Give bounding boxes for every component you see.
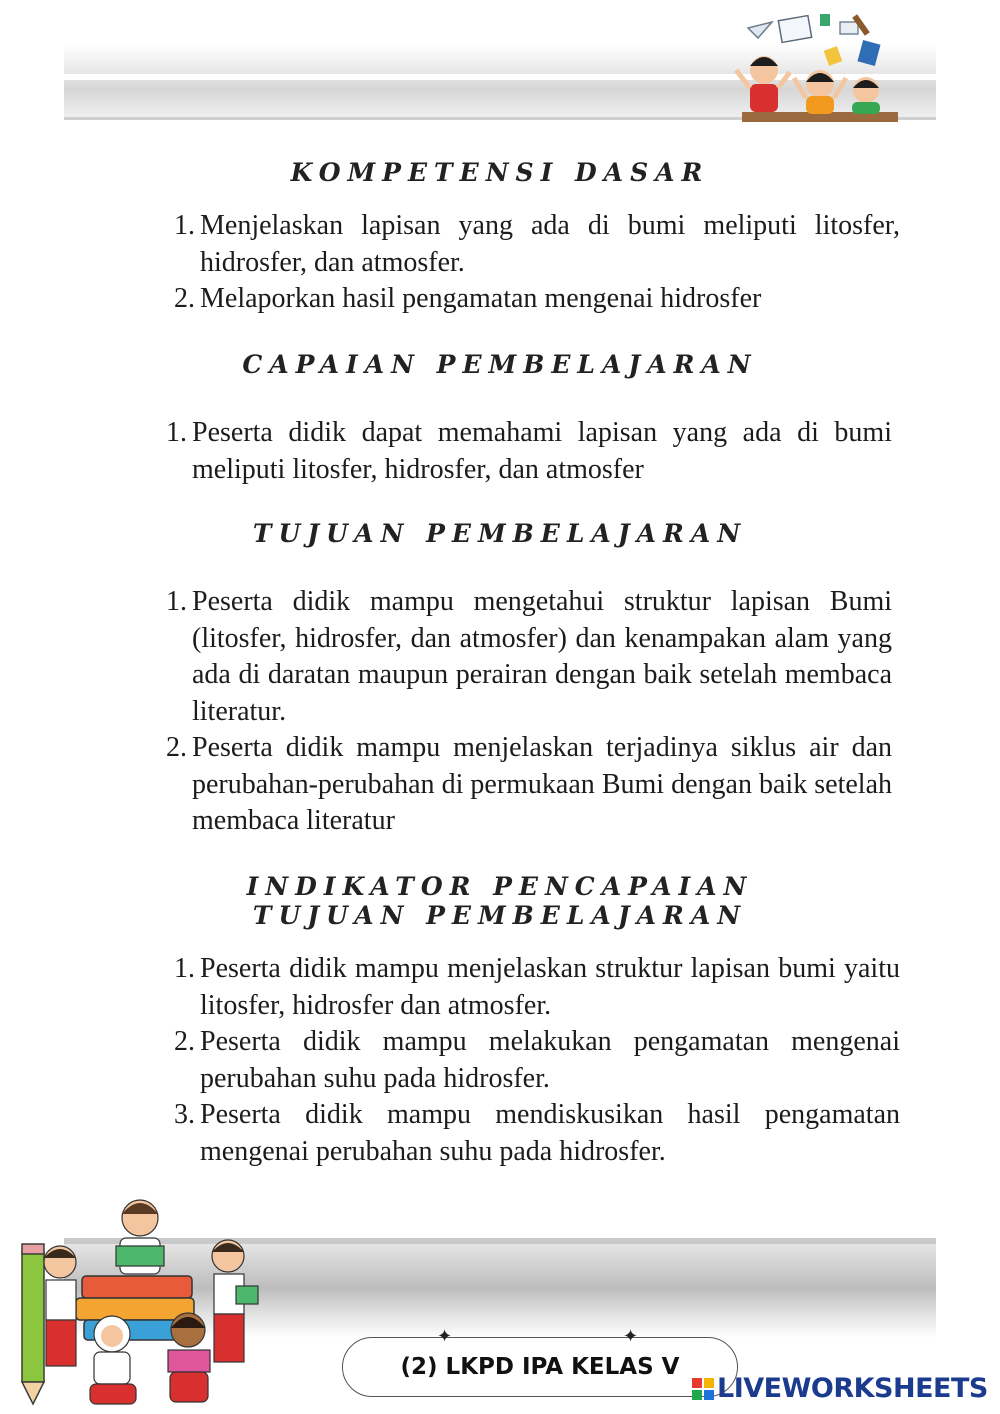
sparkle-icon: ✦: [437, 1326, 453, 1347]
list-item: 2. Peserta didik mampu menjelaskan terjadinya siklus air dan perubahan-perubahan di permukaan Bumi dengan baik setelah membaca literatur: [166, 732, 892, 836]
list-item: 1. Peserta didik dapat memahami lapisan yang ada di bumi meliputi litosfer, hidrosfer, dan atmosfer: [166, 417, 892, 485]
footer-page-label: (2) LKPD IPA KELAS V: [342, 1337, 738, 1397]
list-item: 1. Peserta didik mampu mengetahui struktur lapisan Bumi (litosfer, hidrosfer, dan atmosfer) dan kenampakan alam yang ada di daratan maupun perairan dengan baik setelah membaca literatur.: [166, 586, 892, 727]
indikator-list: [174, 951, 900, 1170]
kompetensi-list: [174, 208, 900, 318]
students-cheering-illustration: [728, 8, 904, 128]
heading-tujuan-pembelajaran: TUJUAN PEMBELAJARAN: [252, 519, 748, 548]
list-item: 2. Melaporkan hasil pengamatan mengenai hidrosfer: [174, 283, 762, 314]
tujuan-list: [166, 584, 892, 840]
list-item: 1. Peserta didik mampu menjelaskan struktur lapisan bumi yaitu litosfer, hidrosfer dan atmosfer.: [174, 953, 900, 1021]
list-item: 3. Peserta didik mampu mendiskusikan hasil pengamatan mengenai perubahan suhu pada hidrosfer.: [174, 1099, 900, 1167]
watermark-text: LIVEWORKSHEETS: [717, 1373, 988, 1404]
list-item: 1. Menjelaskan lapisan yang ada di bumi meliputi litosfer, hidrosfer, dan atmosfer.: [174, 210, 900, 278]
capaian-list: [166, 415, 892, 488]
heading-kompetensi-dasar: KOMPETENSI DASAR: [290, 158, 710, 187]
heading-capaian-pembelajaran: CAPAIAN PEMBELAJARAN: [242, 350, 758, 379]
liveworksheets-watermark: [692, 1373, 988, 1404]
liveworksheets-logo-icon: [692, 1378, 714, 1400]
list-item: 2. Peserta didik mampu melakukan pengamatan mengenai perubahan suhu pada hidrosfer.: [174, 1026, 900, 1094]
students-reading-illustration: [10, 1190, 272, 1412]
heading-indikator-line1: INDIKATOR PENCAPAIAN: [246, 872, 754, 901]
sparkle-icon: ✦: [623, 1326, 639, 1347]
heading-indikator-line2: TUJUAN PEMBELAJARAN: [252, 901, 748, 930]
